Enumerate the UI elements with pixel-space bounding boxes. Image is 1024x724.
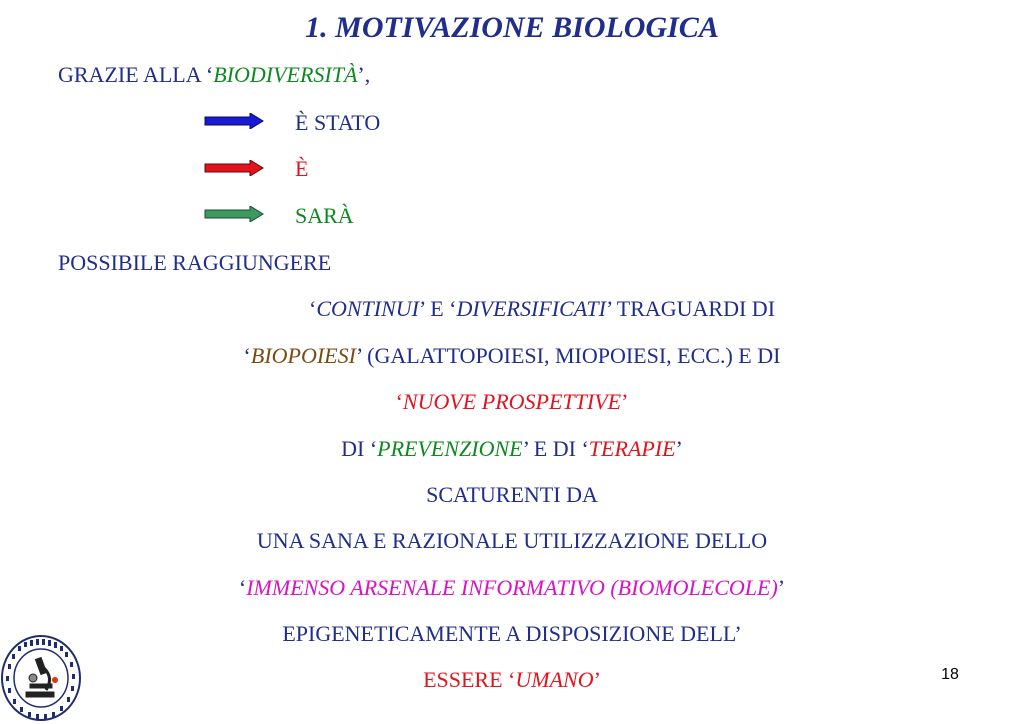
prevenzione-mid: ’ E DI ‘ [522, 436, 589, 461]
nuove-term: NUOVE [402, 389, 477, 414]
prevenzione-prefix: DI ‘ [341, 436, 378, 461]
terapie-term: TERAPIE [588, 436, 676, 461]
umano-line [0, 667, 1024, 693]
quote: ‘ [395, 389, 403, 414]
umano-prefix: ESSERE ‘ [423, 667, 516, 692]
quote: ’ [621, 389, 629, 414]
slide-title: 1. MOTIVAZIONE BIOLOGICA [305, 11, 719, 44]
arrow-label-sara: SARÀ [295, 203, 354, 228]
prevenzione-term: PREVENZIONE [377, 436, 523, 461]
intro-suffix: ’, [357, 62, 371, 87]
intro-prefix: GRAZIE ALLA ‘ [58, 62, 214, 87]
prevenzione-line [0, 436, 1024, 462]
quote: ‘ [308, 296, 317, 321]
blue-arrow-icon [204, 113, 264, 129]
green-arrow-icon [204, 206, 264, 222]
arsenale-term: IMMENSO ARSENALE INFORMATIVO (BIOMOLECOLE) [246, 575, 778, 600]
intro-line [58, 62, 958, 88]
cosdabi-logo-icon [0, 634, 82, 722]
arrow-label-e-stato: È STATO [295, 110, 381, 135]
diversificati-term: DIVERSIFICATI [456, 296, 606, 321]
quote: ‘ [238, 575, 247, 600]
red-arrow-icon [204, 160, 264, 176]
quote: ’ [777, 575, 786, 600]
traguardi-mid: ’ E ‘ [419, 296, 457, 321]
biopoiesi-term: BIOPOIESI [250, 343, 356, 368]
utilizzazione-line: UNA SANA E RAZIONALE UTILIZZAZIONE DELLO [256, 528, 768, 553]
scaturenti-line: SCATURENTI DA [426, 482, 598, 507]
umano-term: UMANO [515, 667, 594, 692]
biopoiesi-line [0, 343, 1024, 369]
biodiversita-term: BIODIVERSITÀ [213, 62, 358, 87]
arsenale-line [0, 575, 1024, 601]
traguardi-suffix: ’ TRAGUARDI DI [605, 296, 776, 321]
traguardi-line [30, 296, 1024, 322]
possibile-line: POSSIBILE RAGGIUNGERE [58, 250, 332, 275]
continui-term: CONTINUI [316, 296, 419, 321]
nuove-prospettive-line [0, 389, 1024, 415]
arrow-label-e: È [295, 156, 309, 181]
epigenetica-line: EPIGENETICAMENTE A DISPOSIZIONE DELL’ [282, 621, 742, 646]
page-number: 18 [941, 666, 959, 683]
prospettive-term: PROSPETTIVE [481, 389, 622, 414]
quote: ‘ [243, 343, 251, 368]
biopoiesi-suffix: ’ (GALATTOPOIESI, MIOPOIESI, ECC.) E DI [355, 343, 781, 368]
prevenzione-suffix: ’ [675, 436, 683, 461]
umano-suffix: ’ [593, 667, 601, 692]
